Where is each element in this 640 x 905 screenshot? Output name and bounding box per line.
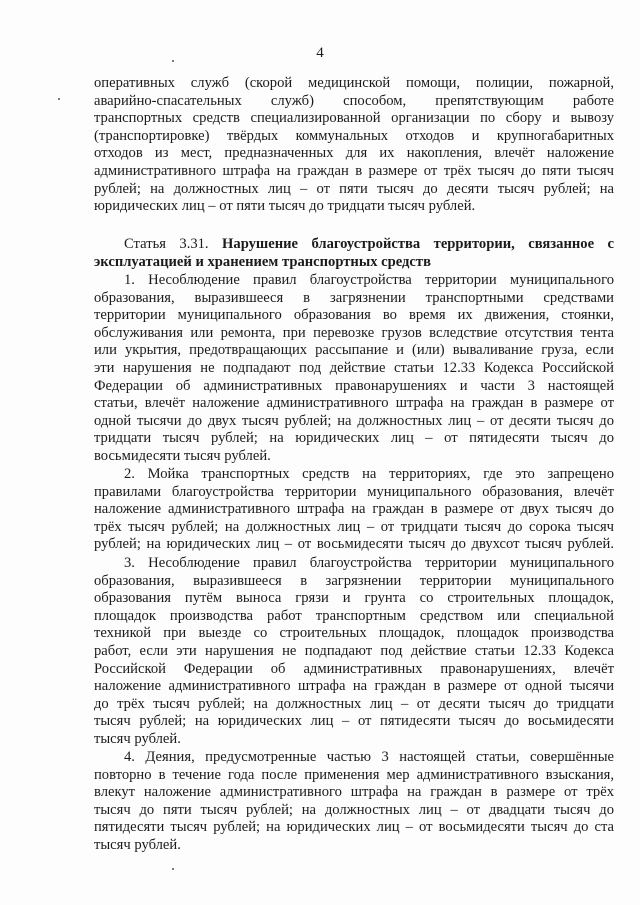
text-line: территории муниципального образования во время их движения, стоянки, [94, 307, 614, 324]
text-line: тысяч рублей. [94, 836, 181, 853]
text-line: (транспортировке) твёрдых коммунальных отходов и крупногабаритных [94, 127, 614, 144]
text-line: образования путём выноса грязи и грунта со строительных площадок, [94, 590, 614, 607]
text-line: 1. Несоблюдение правил благоустройства территории муниципального [124, 272, 614, 288]
article-paragraph-3 [94, 555, 614, 749]
text-line: отходов из мест, предназначенных для их накопления, влечёт наложение [94, 145, 614, 162]
text-line: статьи, влечёт наложение административного штрафа на граждан в размере от [94, 395, 614, 412]
scan-speck [172, 868, 174, 870]
article-paragraph-4 [94, 749, 614, 855]
article-title-line-2: эксплуатацией и хранением транспортных средств [94, 253, 431, 270]
text-line: трёх тысяч рублей; на должностных лиц – от тридцати тысяч до сорока тысяч [94, 518, 614, 535]
text-line: административного штрафа на граждан в размере от трёх тысяч до пяти тысяч [94, 162, 614, 179]
text-line: юридических лиц – от пяти тысяч до тридцати тысяч рублей. [94, 198, 476, 215]
scan-speck [172, 60, 174, 62]
article-paragraph-2 [94, 466, 614, 554]
text-line: работ, если эти нарушения не подпадают под действие статьи 12.33 Кодекса [94, 642, 614, 659]
text-line: тысяч рублей; на юридических лиц – от пятидесяти тысяч до восьмидесяти [94, 713, 614, 730]
text-line: площадок производства работ транспортным средством или специальной [94, 607, 614, 624]
text-line: тридцати тысяч рублей; на юридических лиц – от пятидесяти тысяч до [94, 430, 614, 447]
article-heading [94, 236, 614, 271]
article-prefix: Статья 3.31. [124, 236, 209, 252]
text-line: пятидесяти тысяч рублей; на юридических лиц – от восьмидесяти тысяч до ста [94, 819, 614, 836]
article-title: Нарушение благоустройства территории, связанное с [222, 236, 614, 252]
text-line: наложение административного штрафа на граждан в размере от одной тысячи [94, 678, 614, 695]
text-line: восьмидесяти тысяч рублей. [94, 447, 271, 464]
article-paragraph-1 [94, 272, 614, 466]
text-line: образования, выразившееся в загрязнении транспортными средствами [94, 289, 614, 306]
text-line: Российской Федерации об административных правонарушениях, влечёт [94, 660, 614, 677]
text-line: образования, выразившееся в загрязнении территории муниципального [94, 572, 614, 589]
text-line: техникой при выезде со строительных площадок, площадок производства [94, 625, 614, 642]
text-line: обслуживания или ремонта, при перевозке грузов вследствие отсутствия тента [94, 324, 614, 341]
text-line: наложение административного штрафа на граждан в размере от двух тысяч до [94, 501, 614, 518]
page-number: 4 [316, 45, 324, 61]
intro-paragraph [94, 75, 614, 216]
text-line: транспортных средств специализированной организации по сбору и вывозу [94, 110, 614, 127]
text-line: эти нарушения не подпадают под действие статьи 12.33 Кодекса Российской [94, 359, 614, 376]
text-line: 3. Несоблюдение правил благоустройства территории муниципального [124, 555, 614, 571]
text-line: 2. Мойка транспортных средств на территориях, где это запрещено [124, 466, 614, 482]
text-line: рублей; на должностных лиц – от пяти тысяч до десяти тысяч рублей; на [94, 180, 614, 197]
text-line: тысяч рублей. [94, 730, 181, 747]
text-line: влекут наложение административного штрафа на граждан в размере от трёх [94, 784, 614, 801]
text-line: тысяч до пяти тысяч рублей; на должностных лиц – от двадцати тысяч до [94, 801, 614, 818]
text-line: Федерации об административных правонарушениях и части 3 настоящей [94, 377, 614, 394]
text-line: правилами благоустройства территории муниципального образования, влечёт [94, 483, 614, 500]
text-line: повторно в течение года после применения мер административного взыскания, [94, 766, 614, 783]
text-line: одной тысячи до двух тысяч рублей; на должностных лиц – от десяти тысяч до [94, 412, 614, 429]
text-line: аварийно-спасательных служб) способом, препятствующим работе [94, 92, 614, 109]
text-line: или укрытия, предотвращающих рассыпание и (или) вываливание груза, если [94, 342, 614, 359]
text-line: 4. Деяния, предусмотренные частью 3 настоящей статьи, совершённые [124, 749, 614, 765]
text-line: до трёх тысяч рублей; на должностных лиц – от десяти тысяч до тридцати [94, 695, 614, 712]
article-heading-line [94, 236, 614, 254]
text-line: рублей; на юридических лиц – от восьмидесяти тысяч до двухсот тысяч рублей. [94, 536, 614, 553]
scan-speck [58, 98, 60, 100]
text-line: оперативных служб (скорой медицинской помощи, полиции, пожарной, [94, 75, 614, 91]
